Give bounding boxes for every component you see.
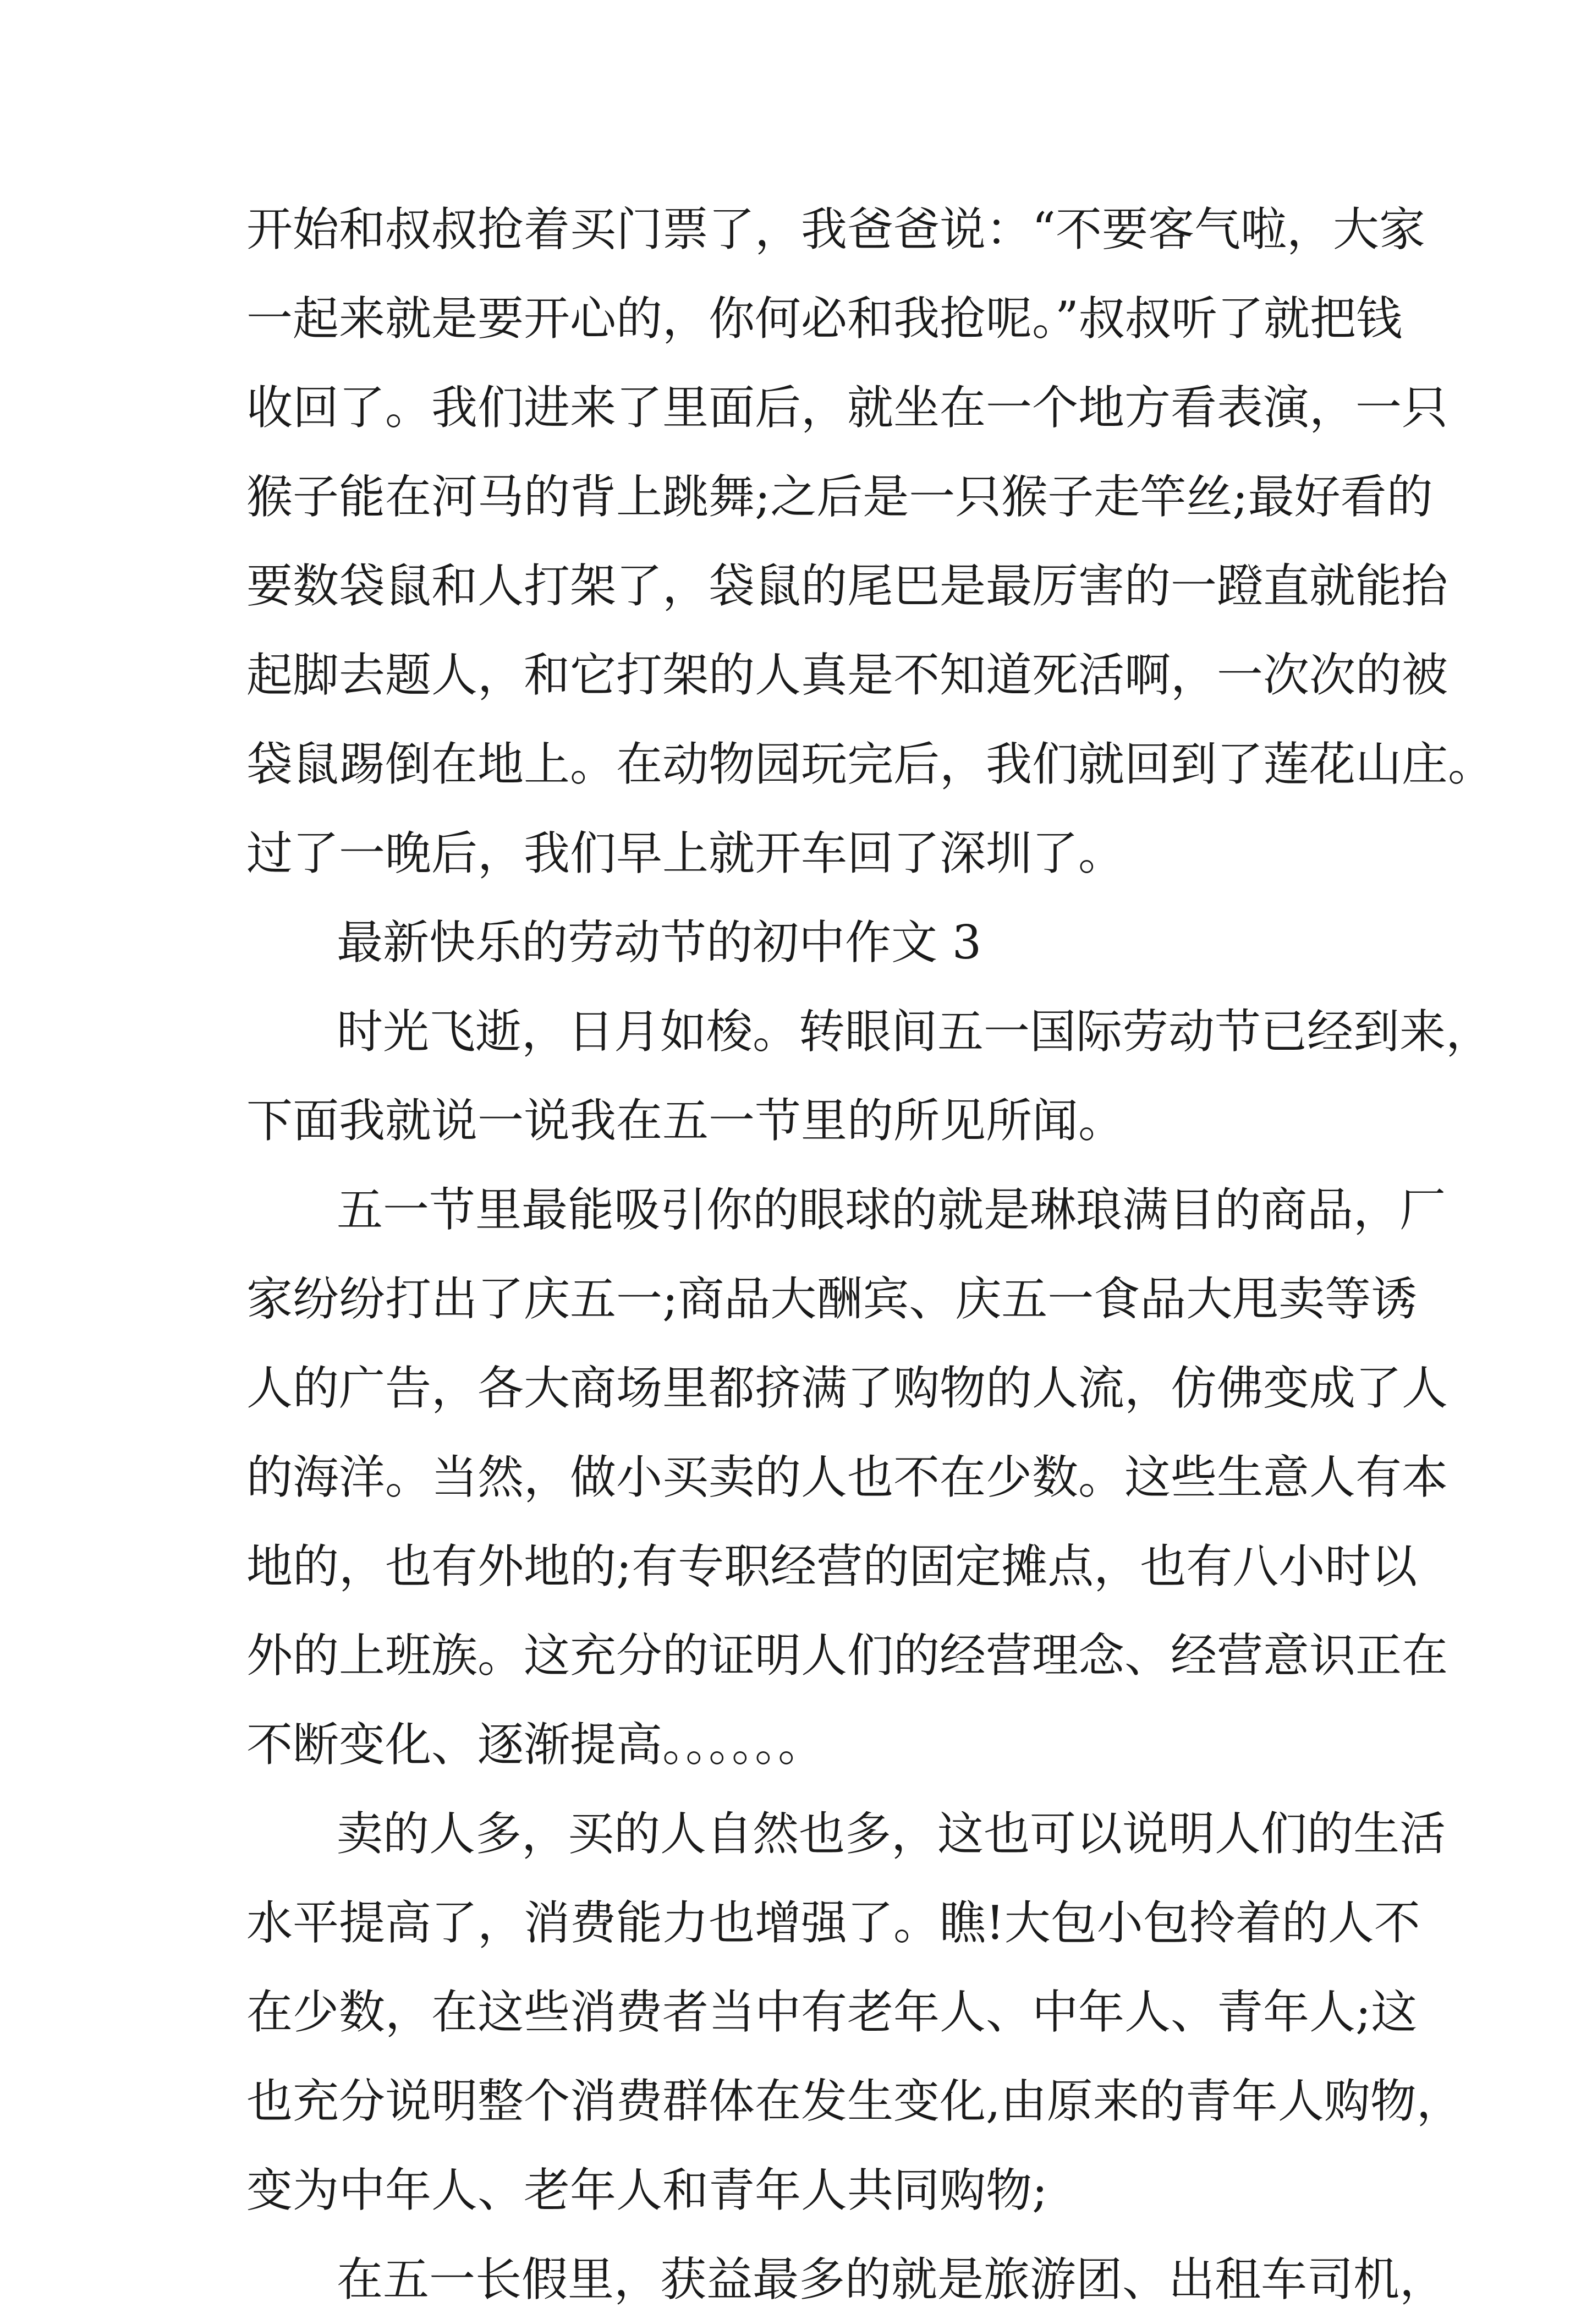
text-line: 在五一长假里，获益最多的就是旅游团、出租车司机， (337, 2252, 1446, 2306)
text-line: 人的广告，各大商场里都挤满了购物的人流，仿佛变成了人 (246, 1361, 1448, 1415)
text-line: 五一节里最能吸引你的眼球的就是琳琅满目的商品，厂 (337, 1183, 1446, 1237)
document-body (246, 185, 1495, 2324)
section-heading: 最新快乐的劳动节的初中作文 3 (337, 916, 982, 969)
text-line: 收回了。我们进来了里面后，就坐在一个地方看表演，一只 (246, 381, 1448, 435)
text-line: 要数袋鼠和人打架了，袋鼠的尾巴是最厉害的一蹬直就能抬 (246, 559, 1448, 613)
text-line: 在少数，在这些消费者当中有老年人、中年人、青年人;这 (246, 1985, 1418, 2039)
text-line: 猴子能在河马的背上跳舞;之后是一只猴子走竿丝;最好看的 (246, 470, 1433, 524)
text-line: 一起来就是要开心的，你何必和我抢呢。”叔叔听了就把钱 (246, 292, 1402, 346)
text-line: 起脚去题人，和它打架的人真是不知道死活啊，一次次的被 (246, 648, 1448, 702)
text-line: 水平提高了，消费能力也增强了。瞧!大包小包拎着的人不 (246, 1896, 1420, 1950)
text-line: 过了一晚后，我们早上就开车回了深圳了。 (246, 826, 1125, 880)
text-line: 下面我就说一说我在五一节里的所见所闻。 (246, 1094, 1125, 1148)
text-line: 也充分说明整个消费群体在发生变化,由原来的青年人购物， (246, 2074, 1463, 2128)
text-line: 开始和叔叔抢着买门票了，我爸爸说：“不要客气啦，大家 (246, 202, 1425, 256)
text-line: 时光飞逝，日月如梭。转眼间五一国际劳动节已经到来， (337, 1005, 1492, 1059)
text-line: 的海洋。当然，做小买卖的人也不在少数。这些生意人有本 (246, 1450, 1448, 1504)
text-line: 变为中年人、老年人和青年人共同购物; (246, 2163, 1048, 2217)
text-line: 袋鼠踢倒在地上。在动物园玩完后，我们就回到了莲花山庄。 (246, 737, 1495, 791)
text-line: 卖的人多，买的人自然也多，这也可以说明人们的生活 (337, 1807, 1446, 1861)
text-line: 地的，也有外地的;有专职经营的固定摊点，也有八小时以 (246, 1539, 1418, 1593)
text-line: 不断变化、逐渐提高。。。。。。 (246, 1718, 825, 1772)
text-line: 外的上班族。这充分的证明人们的经营理念、经营意识正在 (246, 1629, 1448, 1682)
text-line: 家纷纷打出了庆五一;商品大酬宾、庆五一食品大甩卖等诱 (246, 1272, 1418, 1326)
